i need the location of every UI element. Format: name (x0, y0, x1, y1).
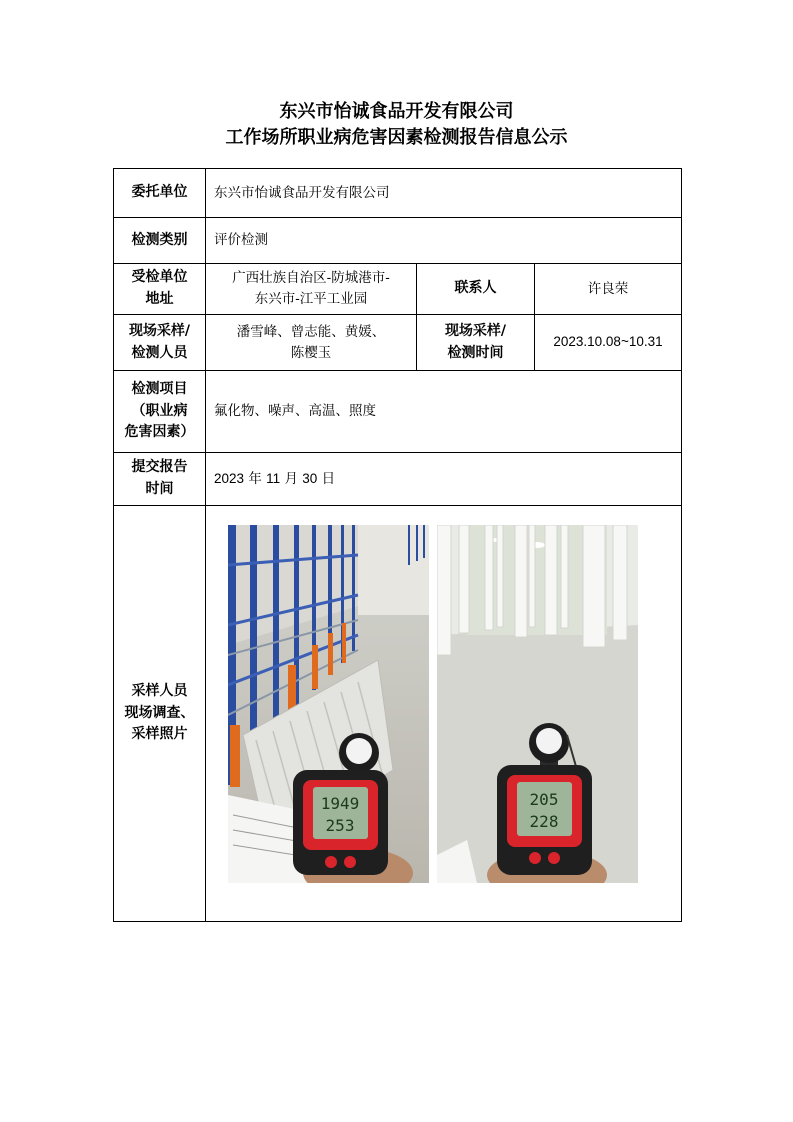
row-category (114, 218, 682, 264)
row-submit (114, 453, 682, 506)
company-title: 东兴市怡诚食品开发有限公司 (279, 101, 514, 122)
client-label: 委托单位 (114, 169, 206, 218)
report-title: 工作场所职业病危害因素检测报告信息公示 (225, 127, 568, 148)
submit-year: 2023 (214, 470, 245, 486)
personnel-value (206, 315, 417, 371)
row-address (114, 264, 682, 315)
personnel-value-line1: 潘雪峰、曾志能、黄媛、 (236, 323, 386, 340)
category-label: 检测类别 (114, 218, 206, 264)
submit-label-line1: 提交报告 (131, 459, 188, 476)
address-value-line1: 广西壮族自治区-防城港市- (232, 270, 390, 287)
photos-label-line2: 现场调查、 (124, 704, 195, 721)
right-meter-reading-top: 205 (529, 789, 559, 809)
submit-day: 30 (302, 470, 318, 486)
submit-label-line2: 时间 (145, 481, 174, 497)
items-label (114, 371, 206, 453)
submit-year-unit: 年 (248, 470, 262, 487)
site-photo-warehouse (228, 525, 429, 883)
row-client (114, 169, 682, 218)
photos-label-line1: 采样人员 (131, 682, 188, 699)
personnel-label-line2: 检测人员 (131, 344, 188, 361)
row-personnel (114, 315, 682, 371)
client-value: 东兴市怡诚食品开发有限公司 (206, 169, 682, 218)
left-meter-reading-top: 1949 (320, 793, 360, 813)
site-photo-room (437, 525, 638, 883)
category-value: 评价检测 (206, 218, 682, 264)
contact-value: 许良荣 (535, 264, 682, 315)
left-meter-reading-bottom: 253 (325, 815, 355, 835)
address-value (206, 264, 417, 315)
submit-value (206, 453, 682, 506)
address-value-line2: 东兴市-江平工业园 (254, 291, 368, 307)
row-items (114, 371, 682, 453)
address-label-line2: 地址 (145, 291, 174, 307)
info-table (113, 168, 682, 922)
personnel-label-line1: 现场采样/ (128, 322, 191, 339)
time-label (417, 315, 535, 371)
submit-day-unit: 日 (321, 470, 336, 487)
personnel-value-line2: 陈樱玉 (290, 344, 332, 361)
items-label-line2: （职业病 (131, 402, 188, 419)
time-label-line2: 检测时间 (447, 344, 504, 361)
submit-month: 11 (266, 470, 281, 486)
warehouse-photo-image (228, 525, 429, 883)
time-label-line1: 现场采样/ (444, 322, 507, 339)
room-photo-image (437, 525, 638, 883)
photos-cell (206, 506, 682, 922)
items-label-line3: 危害因素） (124, 424, 195, 441)
personnel-label (114, 315, 206, 371)
photos-label (114, 506, 206, 922)
contact-label: 联系人 (417, 264, 535, 315)
row-photos (114, 506, 682, 922)
items-value: 氟化物、噪声、高温、照度 (206, 371, 682, 453)
time-value: 2023.10.08~10.31 (535, 315, 682, 371)
photos-label-line3: 采样照片 (131, 726, 188, 743)
address-label-line1: 受检单位 (131, 269, 188, 286)
right-meter-reading-bottom: 228 (529, 811, 559, 831)
submit-month-unit: 月 (284, 470, 298, 487)
address-label (114, 264, 206, 315)
items-label-line1: 检测项目 (131, 380, 188, 397)
submit-label (114, 453, 206, 506)
